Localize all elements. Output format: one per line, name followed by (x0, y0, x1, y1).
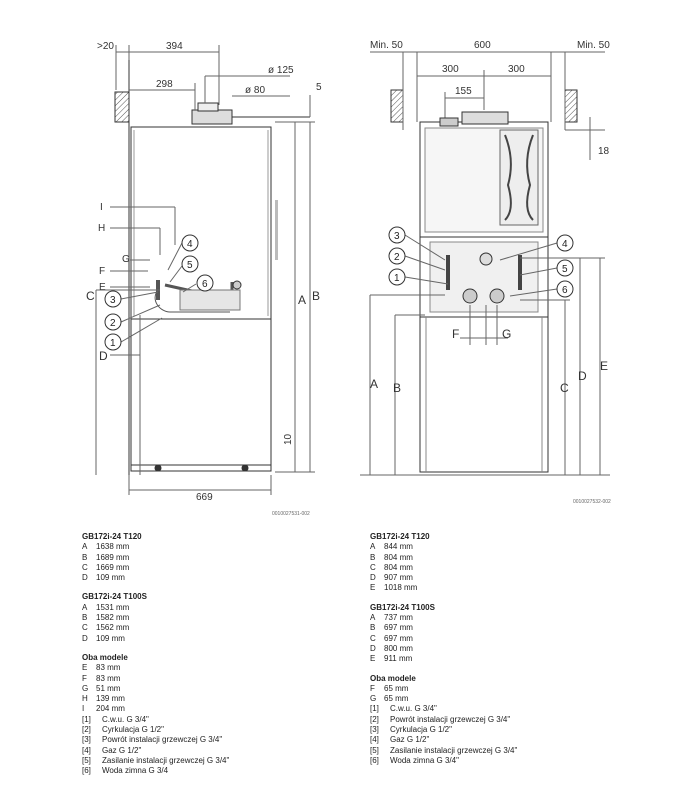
left-tank-body (131, 319, 271, 471)
row-value: 804 mm (384, 562, 413, 572)
legend-row (370, 715, 650, 725)
row-value: 65 mm (384, 683, 409, 693)
legend-value: Powrót instalacji grzewczej G 3/4" (102, 735, 223, 745)
legend-value: Gaz G 1/2" (390, 735, 430, 745)
row-key: C (370, 562, 376, 572)
legend-row (82, 766, 342, 776)
legend-key: [6] (82, 766, 91, 776)
legend-value: Powrót instalacji grzewczej G 3/4" (390, 714, 511, 724)
row-value: 907 mm (384, 573, 413, 583)
right-spec-table (370, 532, 650, 766)
legend-value: C.w.u. G 3/4" (390, 704, 437, 714)
legend-key: [1] (370, 704, 379, 714)
table-row (370, 623, 650, 633)
left-letter-D: D (99, 349, 108, 363)
right-callout-1: 1 (394, 273, 400, 284)
right-wall-left-hatch (391, 90, 403, 122)
table-row (82, 634, 342, 644)
row-key: B (82, 613, 88, 623)
left-dim-10: 10 (283, 433, 294, 445)
legend-row (82, 735, 342, 745)
table-row (370, 684, 650, 694)
right-sec2-title: GB172i-24 T100S (370, 602, 435, 612)
left-sec1-title: GB172i-24 T120 (82, 532, 142, 541)
row-key: I (82, 704, 85, 714)
row-value: 1638 mm (96, 542, 130, 552)
table-row (82, 684, 342, 694)
row-key: D (370, 643, 376, 653)
table-row (82, 563, 342, 573)
row-value: 65 mm (384, 694, 409, 704)
row-key: G (370, 694, 377, 704)
row-key: F (82, 673, 87, 683)
legend-row (370, 735, 650, 745)
left-sec3-title: Oba modele (82, 652, 128, 662)
row-key: E (82, 663, 88, 673)
table-row (370, 694, 650, 704)
row-value: 204 mm (96, 704, 125, 714)
row-value: 1531 mm (96, 602, 130, 612)
legend-value: Zasilanie instalacji grzewczej G 3/4" (102, 755, 230, 765)
left-spec-table (82, 532, 342, 777)
left-callout-6: 6 (202, 279, 208, 290)
row-key: B (82, 552, 88, 562)
left-callout-2: 2 (110, 318, 116, 329)
left-letter-E: E (99, 282, 106, 293)
legend-value: Cyrkulacja G 1/2" (102, 725, 164, 735)
row-value: 1689 mm (96, 552, 130, 562)
left-letter-I: I (100, 202, 103, 213)
right-letter-B: B (393, 381, 402, 395)
table-row (82, 573, 342, 583)
right-callout-2: 2 (394, 252, 400, 263)
legend-value: Woda zimna G 3/4 (102, 766, 169, 776)
row-value: 83 mm (96, 673, 121, 683)
left-dim-394: 394 (166, 41, 183, 52)
right-letter-F: F (452, 327, 460, 341)
table-row (370, 553, 650, 563)
row-key: H (82, 694, 88, 704)
row-value: 697 mm (384, 623, 413, 633)
right-letter-E: E (600, 359, 609, 373)
row-value: 697 mm (384, 633, 413, 643)
row-key: D (370, 573, 376, 583)
row-value: 800 mm (384, 643, 413, 653)
right-sec1-title: GB172i-24 T120 (370, 532, 430, 541)
table-row (82, 542, 342, 552)
right-letter-A: A (370, 377, 379, 391)
row-key: D (82, 573, 88, 583)
row-value: 109 mm (96, 633, 125, 643)
left-letter-G: G (122, 254, 130, 265)
right-letter-C: C (560, 381, 569, 395)
row-key: B (370, 623, 376, 633)
left-side-view (96, 45, 315, 495)
legend-key: [5] (82, 755, 91, 765)
legend-value: C.w.u. G 3/4" (102, 714, 149, 724)
row-key: A (370, 542, 376, 552)
legend-key: [2] (370, 714, 379, 724)
right-wall-right-hatch (565, 90, 577, 122)
legend-row (82, 715, 342, 725)
row-value: 1582 mm (96, 613, 130, 623)
table-row (370, 644, 650, 654)
table-row (370, 583, 650, 593)
table-row (370, 613, 650, 623)
row-value: 737 mm (384, 613, 413, 623)
table-row (370, 573, 650, 583)
right-sec3-title: Oba modele (370, 673, 416, 683)
right-letter-G: G (502, 327, 512, 341)
legend-row (82, 746, 342, 756)
left-dim-5: 5 (316, 82, 322, 93)
row-key: F (370, 683, 375, 693)
row-key: E (370, 583, 376, 593)
legend-key: [6] (370, 755, 379, 765)
row-value: 911 mm (384, 654, 413, 664)
table-row (82, 603, 342, 613)
right-callout-4: 4 (562, 239, 568, 250)
legend-key: [5] (370, 745, 379, 755)
legend-value: Gaz G 1/2" (102, 745, 142, 755)
row-key: C (82, 562, 88, 572)
left-callout-1: 1 (110, 338, 116, 349)
row-value: 1018 mm (384, 583, 418, 593)
legend-key: [3] (82, 735, 91, 745)
table-row (370, 654, 650, 664)
left-callout-5: 5 (187, 260, 193, 271)
row-value: 1669 mm (96, 562, 130, 572)
table-row (370, 542, 650, 552)
left-wall-hatch (115, 92, 129, 122)
table-row (82, 694, 342, 704)
right-dim-300-left: 300 (442, 64, 459, 75)
row-key: B (370, 552, 376, 562)
legend-key: [4] (370, 735, 379, 745)
right-dim-300-right: 300 (508, 64, 525, 75)
legend-row (82, 756, 342, 766)
row-key: C (82, 623, 88, 633)
row-value: 804 mm (384, 552, 413, 562)
right-dim-min-right: Min. 50 (577, 40, 610, 51)
row-value: 51 mm (96, 683, 121, 693)
row-value: 139 mm (96, 694, 125, 704)
table-row (82, 613, 342, 623)
legend-value: Cyrkulacja G 1/2" (390, 725, 452, 735)
row-key: A (82, 602, 88, 612)
row-key: D (82, 633, 88, 643)
row-value: 83 mm (96, 663, 121, 673)
legend-row (370, 746, 650, 756)
right-drawing-code: 0010027532-002 (573, 499, 611, 505)
table-row (82, 704, 342, 714)
right-dim-600: 600 (474, 40, 491, 51)
legend-row (370, 704, 650, 714)
table-row (82, 553, 342, 563)
legend-key: [3] (370, 725, 379, 735)
left-dim-669: 669 (196, 492, 213, 503)
left-sec2-title: GB172i-24 T100S (82, 592, 147, 602)
left-dim-diam80: ø 80 (245, 85, 266, 96)
legend-value: Woda zimna G 3/4" (390, 755, 459, 765)
row-key: E (370, 654, 376, 664)
legend-value: Zasilanie instalacji grzewczej G 3/4" (390, 745, 518, 755)
left-dim-diam125: ø 125 (268, 65, 294, 76)
left-callout-4: 4 (187, 239, 193, 250)
legend-row (370, 725, 650, 735)
left-dim-298: 298 (156, 79, 173, 90)
left-letter-A: A (298, 293, 307, 307)
right-callout-6: 6 (562, 285, 568, 296)
row-value: 1562 mm (96, 623, 130, 633)
left-callout-3: 3 (110, 295, 116, 306)
right-callout-5: 5 (562, 264, 568, 275)
legend-key: [2] (82, 725, 91, 735)
legend-row (370, 756, 650, 766)
right-dim-18: 18 (598, 146, 610, 157)
left-letter-H: H (98, 223, 106, 234)
table-row (370, 563, 650, 573)
row-value: 844 mm (384, 542, 413, 552)
left-letter-F: F (99, 266, 106, 277)
legend-key: [1] (82, 714, 91, 724)
left-dim-20: >20 (97, 41, 114, 52)
right-callout-3: 3 (394, 231, 400, 242)
table-row (370, 634, 650, 644)
row-key: C (370, 633, 376, 643)
left-drawing-code: 0010027531-002 (272, 511, 310, 517)
row-key: G (82, 683, 89, 693)
legend-key: [4] (82, 745, 91, 755)
right-dim-155: 155 (455, 86, 472, 97)
row-key: A (370, 613, 376, 623)
row-value: 109 mm (96, 573, 125, 583)
right-stand (420, 317, 548, 472)
left-letter-B: B (312, 289, 321, 303)
table-row (82, 663, 342, 673)
table-row (82, 674, 342, 684)
table-row (82, 623, 342, 633)
right-dim-min-left: Min. 50 (370, 40, 403, 51)
legend-row (82, 725, 342, 735)
row-key: A (82, 542, 88, 552)
right-letter-D: D (578, 369, 587, 383)
left-letter-C: C (86, 289, 95, 303)
